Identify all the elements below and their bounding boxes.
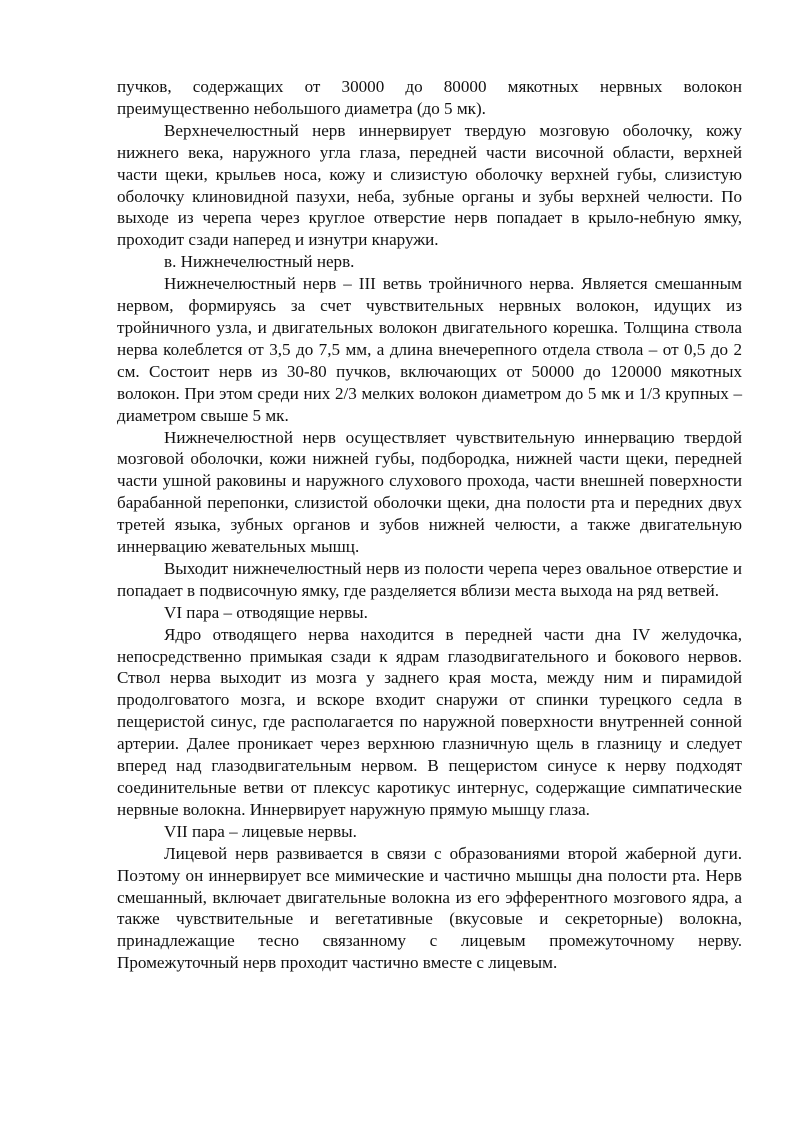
paragraph-mandibular-nerve-exit: Выходит нижнечелюстный нерв из полости черепа через овальное отверстие и попадает в подвисочную ямку, где разделяется вблизи места выхода на ряд ветвей. [117, 558, 742, 600]
paragraph-facial-nerve: Лицевой нерв развивается в связи с образованиями второй жаберной дуги. Поэтому он иннервирует все мимические и частично мышцы дна полости рта. Нерв смешанный, включает двигательные волокна из его эфферентного мозгового ядра, а также чувствительные и вегетативные (вкусовые и секреторные) волокна, принадлежащие тесно связанному с лицевым промежуточному нерву. Промежуточный нерв проходит частично вместе с лицевым. [117, 843, 742, 973]
paragraph-mandibular-nerve-innervation: Нижнечелюстной нерв осуществляет чувствительную иннервацию твердой мозговой оболочки, кожи нижней губы, подбородка, нижней части щеки, передней части ушной раковины и наружного слухового прохода, части внешней поверхности барабанной перепонки, слизистой оболочки щеки, дна полости рта и передних двух третей языка, зубных органов и зубов нижней челюсти, а также двигательную иннервацию жевательных мышц. [117, 427, 742, 557]
paragraph-mandibular-nerve-structure: Нижнечелюстный нерв – III ветвь тройничного нерва. Является смешанным нервом, формируясь за счет чувствительных нервных волокон, идущих из тройничного узла, и двигательных волокон двигательного корешка. Толщина ствола нерва колеблется от 3,5 до 7,5 мм, а длина внечерепного отдела ствола – от 0,5 до 2 см. Состоит нерв из 30-80 пучков, включающих от 50000 до 120000 мякотных волокон. При этом среди них 2/3 мелких волокон диаметром до 5 мк и 1/3 крупных – диаметром свыше 5 мк. [117, 274, 742, 425]
section-heading-facial-nerve: VII пара – лицевые нервы. [164, 821, 357, 841]
section-heading-mandibular-nerve: в. Нижнечелюстный нерв. [164, 252, 355, 272]
section-heading-abducens-nerve: VI пара – отводящие нервы. [164, 602, 368, 622]
paragraph-continuation: пучков, содержащих от 30000 до 80000 мякотных нервных волокон преимущественно небольшого диаметра (до 5 мк). [117, 77, 742, 118]
paragraph-abducens-nerve: Ядро отводящего нерва находится в передней части дна IV желудочка, непосредственно примыкая сзади к ядрам глазодвигательного и бокового нервов. Ствол нерва выходит из мозга у заднего края моста, между ним и пирамидой продолговатого мозга, и вскоре входит снаружи от спинки турецкого седла в пещеристой синус, где располагается по наружной поверхности внутренней сонной артерии. Далее проникает через верхнюю глазничную щель в глазницу и следует вперед над глазодвигательным нервом. В пещеристом синусе к нерву подходят соединительные ветви от плексус каротикус интернус, содержащие симпатические нервные волокна. Иннервирует наружную прямую мышцу глаза. [117, 624, 742, 819]
paragraph-maxillary-nerve: Верхнечелюстный нерв иннервирует твердую мозговую оболочку, кожу нижнего века, наружного угла глаза, передней части височной области, верхней части щеки, крыльев носа, кожу и слизистую оболочку верхней губы, слизистую оболочку клиновидной пазухи, неба, зубные органы и зубы верхней челюсти. По выходе из черепа через круглое отверстие нерв попадает в крыло-небную ямку, проходит сзади наперед и изнутри кнаружи. [117, 120, 742, 250]
body-text [117, 76, 742, 974]
